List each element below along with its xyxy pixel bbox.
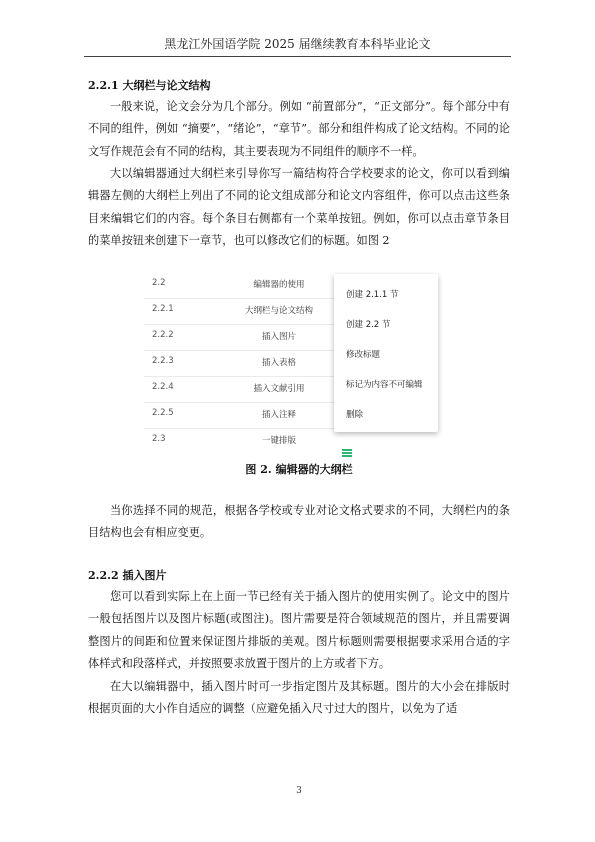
outline-number: 2.3 [152,434,166,444]
outline-title: 大纲栏与论文结构 [244,306,313,316]
section-heading-2-2-1: 2.2.1 大纲栏与论文结构 [88,79,211,92]
menu-item-delete: 删除 [346,410,364,420]
menu-item-lock-content: 标记为内容不可编辑 [346,380,423,390]
outline-row [144,298,344,325]
outline-title: 编辑器的使用 [253,280,305,290]
outline-number: 2.2.3 [152,356,174,366]
paragraph: 在大以编辑器中，插入图片时可一步指定图片及其标题。图片的大小会在排版时根据页面的大小作自适应的调整（应避免插入尺寸过大的图片，以免为了适 [88,680,510,716]
figure-caption: 图 2. 编辑器的大纲栏 [245,463,353,476]
outline-row [144,350,344,377]
outline-number: 2.2.5 [152,408,174,418]
paragraph: 一般来说，论文会分为几个部分。例如 “前置部分”，“正文部分”。每个部分中有不同的组件，例如 “摘要”，“绪论”，“章节”。部分和组件构成了论文结构。不同的论文写作规范会有不同的结构，其主要表现为不同组件的顺序不一样。 [88,100,510,158]
outline-row [144,428,344,454]
outline-figure [144,272,444,460]
outline-context-menu [334,274,438,432]
outline-title: 插入图片 [261,332,296,342]
running-header: 黑龙江外国语学院 2025 届继续教育本科毕业论文 [164,37,431,51]
outline-number: 2.2.2 [152,330,174,340]
outline-title: 插入文献引用 [253,384,305,394]
header-rule [84,56,511,57]
paragraph: 大以编辑器通过大纲栏来引导你写一篇结构符合学校要求的论文，你可以看到编辑器左侧的大纲栏上列出了不同的论文组成部分和论文内容组件，你可以点击这些条目来编辑它们的内容。每个条目右侧都有一个菜单按钮。例如，你可以点击章节条目的菜单按钮来创建下一章节，也可以修改它们的标题。如图 2 [88,167,510,247]
menu-item-create-subsection: 创建 2.1.1 节 [346,290,399,300]
outline-number: 2.2.4 [152,382,174,392]
paragraph: 您可以看到实际上在上面一节已经有关于插入图片的使用实例了。论文中的图片一般包括图片以及图片标题(或图注)。图片需要是符合领域规范的图片，并且需要调整图片的间距和位置来保证图片排版的美观。图片标题则需要根据要求采用合适的字体样式和段落样式，并按照要求放置于图片的上方或者下方。 [88,590,510,670]
outline-row [144,376,344,403]
menu-item-create-section: 创建 2.2 节 [346,320,391,330]
outline-title: 插入表格 [261,358,296,368]
outline-number: 2.2 [152,278,166,288]
paragraph: 当你选择不同的规范，根据各学校或专业对论文格式要求的不同，大纲栏内的条目结构也会有相应变更。 [88,504,510,540]
outline-row [144,402,344,429]
outline-number: 2.2.1 [152,304,174,314]
list-icon [342,449,352,457]
outline-row [144,272,344,299]
menu-item-edit-title: 修改标题 [346,350,381,360]
page-number: 3 [296,786,302,796]
outline-row [144,324,344,351]
outline-title: 插入注释 [261,410,296,420]
outline-title: 一键排版 [261,436,296,446]
section-heading-2-2-2: 2.2.2 插入图片 [88,569,167,582]
